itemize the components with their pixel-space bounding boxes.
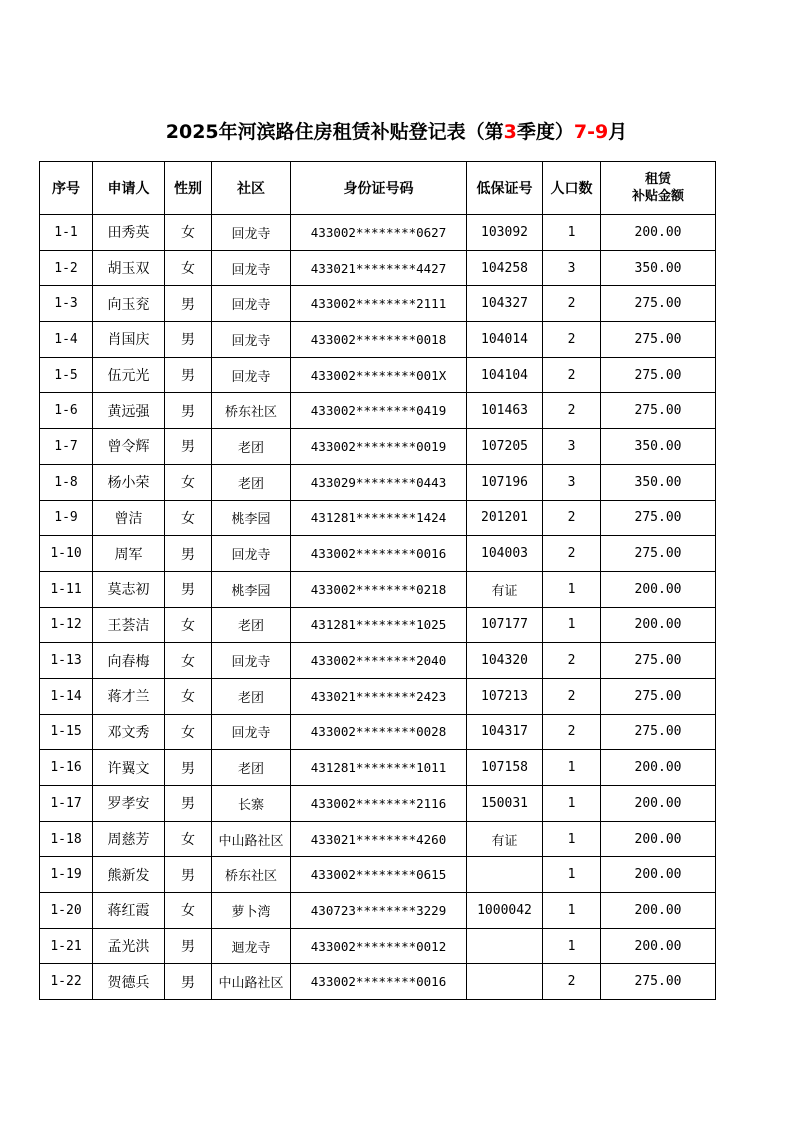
cell-household: 3 xyxy=(543,464,601,500)
table-row xyxy=(40,286,716,322)
cell-household: 1 xyxy=(543,786,601,822)
cell-amount: 350.00 xyxy=(601,464,716,500)
cell-applicant-name: 莫志初 xyxy=(93,571,165,607)
cell-applicant-name: 伍元光 xyxy=(93,357,165,393)
cell-gender: 男 xyxy=(165,322,212,358)
cell-gender: 女 xyxy=(165,714,212,750)
cell-community: 桃李园 xyxy=(212,571,291,607)
cell-dibao-no: 104317 xyxy=(467,714,543,750)
cell-amount: 275.00 xyxy=(601,536,716,572)
cell-seq: 1-10 xyxy=(40,536,93,572)
cell-household: 1 xyxy=(543,893,601,929)
cell-dibao-no: 107158 xyxy=(467,750,543,786)
table-row xyxy=(40,678,716,714)
cell-id-number: 433002********0016 xyxy=(291,964,467,1000)
cell-dibao-no: 104104 xyxy=(467,357,543,393)
cell-seq: 1-9 xyxy=(40,500,93,536)
cell-id-number: 431281********1011 xyxy=(291,750,467,786)
cell-id-number: 433002********0016 xyxy=(291,536,467,572)
cell-dibao-no: 150031 xyxy=(467,786,543,822)
cell-gender: 男 xyxy=(165,928,212,964)
cell-dibao-no: 有证 xyxy=(467,821,543,857)
cell-community: 回龙寺 xyxy=(212,250,291,286)
cell-community: 老团 xyxy=(212,464,291,500)
cell-seq: 1-6 xyxy=(40,393,93,429)
cell-amount: 275.00 xyxy=(601,357,716,393)
header-gender: 性别 xyxy=(165,162,212,215)
cell-community: 回龙寺 xyxy=(212,215,291,251)
cell-applicant-name: 肖国庆 xyxy=(93,322,165,358)
title-prefix: 2025年河滨路住房租赁补贴登记表（第 xyxy=(165,121,504,143)
table-row xyxy=(40,964,716,1000)
title-quarter: 3 xyxy=(503,121,517,143)
cell-applicant-name: 曾令辉 xyxy=(93,429,165,465)
cell-amount: 275.00 xyxy=(601,678,716,714)
cell-applicant-name: 杨小荣 xyxy=(93,464,165,500)
cell-community: 回龙寺 xyxy=(212,286,291,322)
cell-seq: 1-2 xyxy=(40,250,93,286)
cell-community: 长寨 xyxy=(212,786,291,822)
cell-id-number: 433002********0627 xyxy=(291,215,467,251)
cell-amount: 200.00 xyxy=(601,571,716,607)
cell-household: 1 xyxy=(543,571,601,607)
cell-gender: 女 xyxy=(165,643,212,679)
cell-applicant-name: 蒋红霞 xyxy=(93,893,165,929)
cell-household: 1 xyxy=(543,215,601,251)
cell-household: 2 xyxy=(543,643,601,679)
cell-id-number: 430723********3229 xyxy=(291,893,467,929)
table-row xyxy=(40,857,716,893)
cell-applicant-name: 周军 xyxy=(93,536,165,572)
cell-dibao-no: 有证 xyxy=(467,571,543,607)
cell-id-number: 433002********0615 xyxy=(291,857,467,893)
cell-amount: 350.00 xyxy=(601,250,716,286)
cell-applicant-name: 王荟洁 xyxy=(93,607,165,643)
header-dibao-no: 低保证号 xyxy=(467,162,543,215)
cell-seq: 1-7 xyxy=(40,429,93,465)
cell-dibao-no: 104014 xyxy=(467,322,543,358)
cell-dibao-no: 101463 xyxy=(467,393,543,429)
cell-community: 老团 xyxy=(212,429,291,465)
cell-gender: 男 xyxy=(165,357,212,393)
cell-seq: 1-13 xyxy=(40,643,93,679)
cell-id-number: 433002********0019 xyxy=(291,429,467,465)
cell-seq: 1-11 xyxy=(40,571,93,607)
cell-applicant-name: 胡玉双 xyxy=(93,250,165,286)
cell-gender: 女 xyxy=(165,821,212,857)
cell-household: 3 xyxy=(543,250,601,286)
cell-dibao-no: 107213 xyxy=(467,678,543,714)
header-name: 申请人 xyxy=(93,162,165,215)
cell-id-number: 433021********4427 xyxy=(291,250,467,286)
cell-household: 1 xyxy=(543,928,601,964)
cell-applicant-name: 黄远强 xyxy=(93,393,165,429)
cell-dibao-no: 107205 xyxy=(467,429,543,465)
cell-household: 2 xyxy=(543,678,601,714)
cell-amount: 275.00 xyxy=(601,286,716,322)
cell-applicant-name: 向春梅 xyxy=(93,643,165,679)
table-row xyxy=(40,250,716,286)
cell-seq: 1-19 xyxy=(40,857,93,893)
cell-seq: 1-14 xyxy=(40,678,93,714)
cell-seq: 1-22 xyxy=(40,964,93,1000)
cell-gender: 男 xyxy=(165,786,212,822)
cell-id-number: 433029********0443 xyxy=(291,464,467,500)
cell-household: 1 xyxy=(543,857,601,893)
cell-community: 萝卜湾 xyxy=(212,893,291,929)
cell-amount: 200.00 xyxy=(601,786,716,822)
subsidy-register-table xyxy=(39,161,716,1000)
cell-id-number: 433002********2111 xyxy=(291,286,467,322)
cell-amount: 200.00 xyxy=(601,607,716,643)
cell-seq: 1-21 xyxy=(40,928,93,964)
table-row xyxy=(40,464,716,500)
cell-dibao-no: 103092 xyxy=(467,215,543,251)
cell-amount: 200.00 xyxy=(601,928,716,964)
cell-gender: 男 xyxy=(165,286,212,322)
cell-id-number: 433002********0218 xyxy=(291,571,467,607)
table-row xyxy=(40,500,716,536)
cell-dibao-no: 107177 xyxy=(467,607,543,643)
cell-dibao-no: 104258 xyxy=(467,250,543,286)
cell-id-number: 433021********4260 xyxy=(291,821,467,857)
table-header-row xyxy=(40,162,716,215)
cell-applicant-name: 向玉兖 xyxy=(93,286,165,322)
cell-amount: 275.00 xyxy=(601,500,716,536)
cell-community: 桥东社区 xyxy=(212,393,291,429)
header-id-number: 身份证号码 xyxy=(291,162,467,215)
cell-id-number: 433002********0012 xyxy=(291,928,467,964)
cell-community: 回龙寺 xyxy=(212,643,291,679)
cell-community: 桃李园 xyxy=(212,500,291,536)
cell-applicant-name: 蒋才兰 xyxy=(93,678,165,714)
cell-household: 2 xyxy=(543,536,601,572)
cell-household: 2 xyxy=(543,964,601,1000)
cell-id-number: 431281********1025 xyxy=(291,607,467,643)
cell-applicant-name: 罗孝安 xyxy=(93,786,165,822)
table-row xyxy=(40,786,716,822)
cell-household: 2 xyxy=(543,393,601,429)
cell-gender: 男 xyxy=(165,429,212,465)
table-row xyxy=(40,322,716,358)
header-amount xyxy=(601,162,716,215)
cell-community: 桥东社区 xyxy=(212,857,291,893)
cell-seq: 1-16 xyxy=(40,750,93,786)
cell-seq: 1-17 xyxy=(40,786,93,822)
cell-household: 2 xyxy=(543,500,601,536)
cell-community: 老团 xyxy=(212,607,291,643)
cell-amount: 275.00 xyxy=(601,714,716,750)
cell-dibao-no xyxy=(467,964,543,1000)
cell-household: 1 xyxy=(543,821,601,857)
cell-applicant-name: 邓文秀 xyxy=(93,714,165,750)
table-row xyxy=(40,215,716,251)
cell-gender: 男 xyxy=(165,857,212,893)
table-row xyxy=(40,393,716,429)
header-household: 人口数 xyxy=(543,162,601,215)
cell-community: 中山路社区 xyxy=(212,821,291,857)
cell-gender: 女 xyxy=(165,607,212,643)
cell-seq: 1-18 xyxy=(40,821,93,857)
cell-id-number: 433021********2423 xyxy=(291,678,467,714)
table-row xyxy=(40,643,716,679)
cell-gender: 女 xyxy=(165,215,212,251)
cell-household: 2 xyxy=(543,286,601,322)
header-community: 社区 xyxy=(212,162,291,215)
table-row xyxy=(40,928,716,964)
cell-id-number: 433002********2040 xyxy=(291,643,467,679)
cell-dibao-no: 104320 xyxy=(467,643,543,679)
cell-dibao-no: 104327 xyxy=(467,286,543,322)
cell-applicant-name: 熊新发 xyxy=(93,857,165,893)
table-row xyxy=(40,750,716,786)
cell-amount: 275.00 xyxy=(601,643,716,679)
cell-id-number: 433002********0018 xyxy=(291,322,467,358)
header-amount-line2: 补贴金额 xyxy=(631,189,684,204)
cell-community: 迴龙寺 xyxy=(212,928,291,964)
cell-seq: 1-15 xyxy=(40,714,93,750)
cell-household: 2 xyxy=(543,322,601,358)
cell-community: 中山路社区 xyxy=(212,964,291,1000)
cell-amount: 200.00 xyxy=(601,893,716,929)
cell-amount: 275.00 xyxy=(601,964,716,1000)
cell-community: 老团 xyxy=(212,678,291,714)
cell-applicant-name: 周慈芳 xyxy=(93,821,165,857)
cell-amount: 275.00 xyxy=(601,393,716,429)
cell-amount: 200.00 xyxy=(601,750,716,786)
page-title xyxy=(0,117,793,147)
cell-household: 1 xyxy=(543,750,601,786)
cell-dibao-no: 201201 xyxy=(467,500,543,536)
cell-household: 3 xyxy=(543,429,601,465)
header-amount-line1: 租赁 xyxy=(644,172,671,187)
cell-seq: 1-12 xyxy=(40,607,93,643)
cell-community: 回龙寺 xyxy=(212,357,291,393)
table-row xyxy=(40,429,716,465)
table-row xyxy=(40,893,716,929)
cell-gender: 男 xyxy=(165,964,212,1000)
cell-household: 2 xyxy=(543,714,601,750)
title-middle: 季度） xyxy=(516,121,574,143)
cell-gender: 女 xyxy=(165,500,212,536)
table-row xyxy=(40,821,716,857)
table-row xyxy=(40,536,716,572)
table-row xyxy=(40,571,716,607)
cell-amount: 200.00 xyxy=(601,215,716,251)
cell-amount: 350.00 xyxy=(601,429,716,465)
cell-applicant-name: 曾洁 xyxy=(93,500,165,536)
cell-seq: 1-8 xyxy=(40,464,93,500)
cell-applicant-name: 孟光洪 xyxy=(93,928,165,964)
cell-gender: 女 xyxy=(165,678,212,714)
cell-dibao-no xyxy=(467,857,543,893)
cell-amount: 200.00 xyxy=(601,821,716,857)
table-row xyxy=(40,714,716,750)
cell-gender: 男 xyxy=(165,750,212,786)
cell-amount: 275.00 xyxy=(601,322,716,358)
cell-community: 老团 xyxy=(212,750,291,786)
cell-community: 回龙寺 xyxy=(212,714,291,750)
cell-dibao-no xyxy=(467,928,543,964)
title-suffix: 月 xyxy=(608,121,628,143)
title-months: 7-9 xyxy=(573,121,609,143)
cell-gender: 女 xyxy=(165,464,212,500)
cell-seq: 1-20 xyxy=(40,893,93,929)
cell-dibao-no: 104003 xyxy=(467,536,543,572)
header-seq: 序号 xyxy=(40,162,93,215)
cell-id-number: 433002********0419 xyxy=(291,393,467,429)
cell-household: 1 xyxy=(543,607,601,643)
cell-gender: 男 xyxy=(165,536,212,572)
table-row xyxy=(40,607,716,643)
cell-seq: 1-3 xyxy=(40,286,93,322)
cell-community: 回龙寺 xyxy=(212,536,291,572)
cell-gender: 男 xyxy=(165,571,212,607)
cell-gender: 男 xyxy=(165,393,212,429)
cell-seq: 1-1 xyxy=(40,215,93,251)
cell-gender: 女 xyxy=(165,250,212,286)
cell-applicant-name: 许翼文 xyxy=(93,750,165,786)
cell-amount: 200.00 xyxy=(601,857,716,893)
cell-seq: 1-5 xyxy=(40,357,93,393)
cell-gender: 女 xyxy=(165,893,212,929)
cell-id-number: 433002********0028 xyxy=(291,714,467,750)
cell-applicant-name: 贺德兵 xyxy=(93,964,165,1000)
cell-id-number: 431281********1424 xyxy=(291,500,467,536)
cell-community: 回龙寺 xyxy=(212,322,291,358)
cell-household: 2 xyxy=(543,357,601,393)
cell-id-number: 433002********2116 xyxy=(291,786,467,822)
cell-id-number: 433002********001X xyxy=(291,357,467,393)
table-body xyxy=(40,215,716,1000)
cell-seq: 1-4 xyxy=(40,322,93,358)
cell-dibao-no: 1000042 xyxy=(467,893,543,929)
cell-dibao-no: 107196 xyxy=(467,464,543,500)
table-row xyxy=(40,357,716,393)
cell-applicant-name: 田秀英 xyxy=(93,215,165,251)
